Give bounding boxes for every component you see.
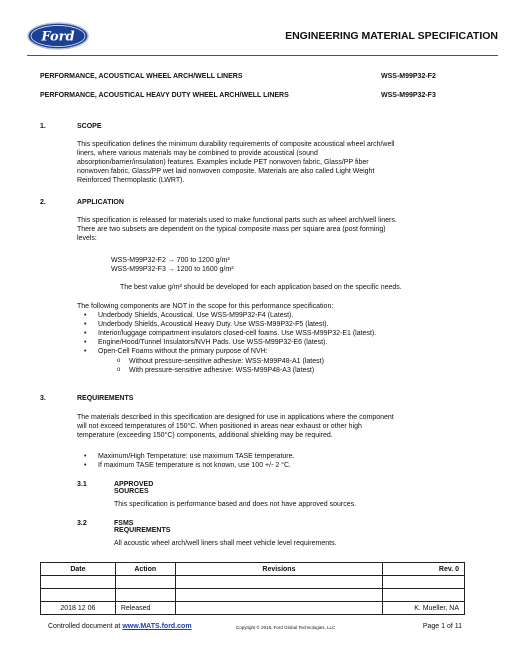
spec-code: WSS-M99P32-F2	[381, 73, 436, 80]
copyright-text: Copyright © 2018, Ford Global Technologies, LLC	[236, 625, 336, 630]
requirements-paragraph: The materials described in this specification are designed for use in applications where the component will not exceed temperatures of 150°C. When positioned in areas near exhaust or other high temperature (exceeding 150°C) components, additional shielding may be required.	[77, 414, 394, 439]
spec-code: WSS-M99P32-F3	[381, 92, 436, 99]
col-date: Date	[41, 563, 116, 576]
list-item: • If maximum TASE temperature is not known, use 100 +/- 2 °C.	[84, 461, 294, 470]
list-item: • Engine/Hood/Tunnel Insulators/NVH Pads. Use WSS-M99P32-E6 (latest).	[84, 338, 376, 347]
spec-name: PERFORMANCE, ACOUSTICAL WHEEL ARCH/WELL LINERS	[40, 73, 243, 80]
spec-name: PERFORMANCE, ACOUSTICAL HEAVY DUTY WHEEL ARCH/WELL LINERS	[40, 92, 289, 99]
col-action: Action	[115, 563, 175, 576]
list-item: • Underbody Shields, Acoustical. Use WSS-M99P32-F4 (Latest).	[84, 311, 376, 320]
page-number: Page 1 of 11	[422, 623, 462, 630]
spec-row	[40, 73, 498, 80]
foam-sub-list	[117, 357, 324, 375]
approved-sources-text: This specification is performance based and does not have approved sources.	[114, 501, 357, 508]
mats-link[interactable]: www.MATS.ford.com	[122, 623, 192, 630]
logo-text: Ford	[41, 29, 75, 45]
document-title: ENGINEERING MATERIAL SPECIFICATION	[285, 30, 498, 42]
col-rev: Rev. 0	[383, 563, 465, 576]
table-row	[41, 589, 465, 602]
controlled-document-note: Controlled document at www.MATS.ford.com	[48, 623, 192, 630]
list-item: • Maximum/High Temperature: use maximum TASE temperature.	[84, 452, 294, 461]
revision-table	[40, 562, 465, 615]
list-item: o Without pressure-sensitive adhesive: WSS-M99P48-A1 (latest)	[117, 357, 324, 366]
not-in-scope-intro: The following components are NOT in the scope for this performance specification:	[77, 303, 334, 310]
temperature-list	[84, 452, 294, 470]
ford-logo	[27, 22, 89, 50]
table-header-row	[41, 563, 465, 576]
list-item: • Open-Cell Foams without the primary purpose of NVH:	[84, 347, 376, 356]
not-in-scope-list	[84, 311, 376, 356]
mass-range-f3: WSS-M99P32-F3 → 1200 to 1600 g/m²	[111, 266, 234, 273]
table-row	[41, 576, 465, 589]
mass-range-list	[111, 256, 234, 274]
scope-paragraph: This specification defines the minimum durability requirements of composite acoustical wheel arch/well liners, where various materials may be combined to provide acoustical (sound absorption/barrier/insulation) features. Examples include PET nonwoven fabric, Glass/PP fiber nonwoven fabric, Glass/PP wet laid nonwoven composite. Materials are also called Light Weight Reinforced Thermoplastic (LWRT).	[77, 141, 395, 184]
header-divider	[27, 55, 498, 56]
mass-range-f2: WSS-M99P32-F2 → 700 to 1200 g/m²	[111, 257, 230, 264]
col-revisions: Revisions	[175, 563, 382, 576]
table-row: 2018 12 06 Released K. Mueller, NA	[41, 602, 465, 615]
spec-row	[40, 92, 498, 99]
list-item: • Interior/luggage compartment insulators closed-cell foams. Use WSS-M99P32-E1 (latest).	[84, 329, 376, 338]
fsms-text: All acoustic wheel arch/well liners shall meet vehicle level requirements.	[114, 540, 337, 547]
application-paragraph: This specification is released for materials used to make functional parts such as wheel arch/well liners. There are two subsets are dependent on the typical composite mass per square area (post forming) levels:	[77, 217, 397, 242]
best-value-note: The best value g/m² should be developed for each application based on the specific needs.	[120, 284, 402, 291]
list-item: • Underbody Shields, Acoustical Heavy Duty. Use WSS-M99P32-F5 (latest).	[84, 320, 376, 329]
list-item: o With pressure-sensitive adhesive: WSS-M99P48-A3 (latest)	[117, 366, 324, 375]
